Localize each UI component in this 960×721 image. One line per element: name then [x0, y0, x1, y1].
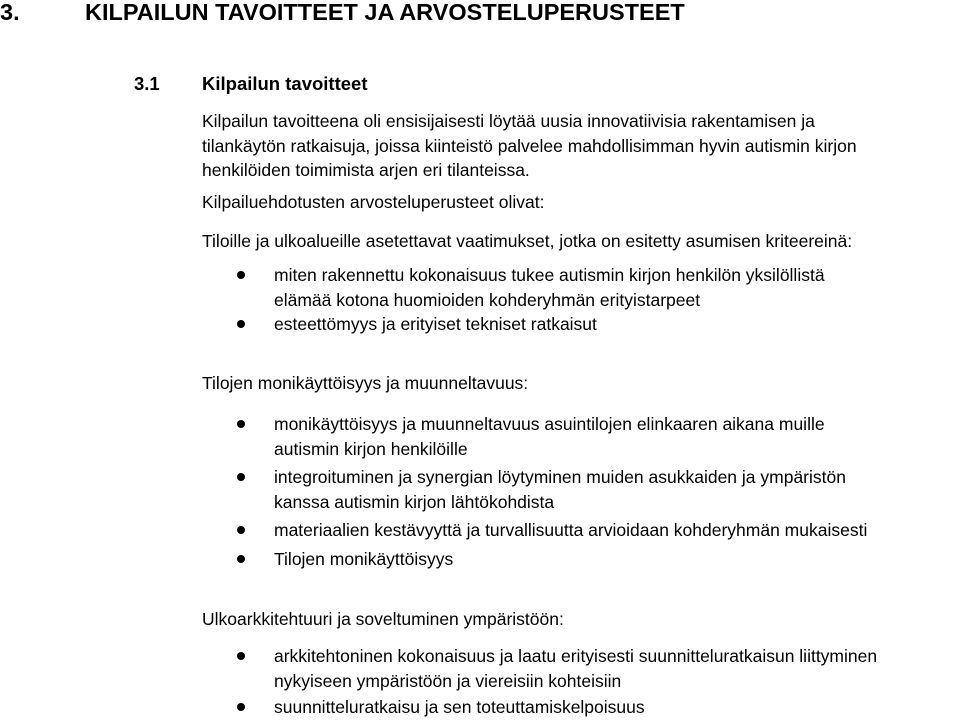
list-item — [202, 518, 958, 543]
list-item-line: esteettömyys ja erityiset tekniset ratkaisut — [274, 314, 597, 334]
criteria-intro — [202, 190, 958, 215]
list-item-line: Tilojen monikäyttöisyys — [274, 548, 454, 569]
section2-title — [202, 371, 958, 396]
list-item-line: kanssa autismin kirjon lähtökohdista — [274, 491, 555, 512]
list-item — [202, 695, 958, 720]
list-item — [202, 312, 958, 337]
criteria-intro-text: Kilpailuehdotusten arvosteluperusteet olivat: — [202, 192, 545, 212]
list-item-line: elämää kotona huomioiden kohderyhmän erityistarpeet — [274, 289, 701, 310]
chapter-number: 3. — [0, 0, 20, 25]
section2-title-text: Tilojen monikäyttöisyys ja muunneltavuus: — [202, 373, 529, 393]
list-item-line: monikäyttöisyys ja muunneltavuus asuintilojen elinkaaren aikana muille — [274, 414, 825, 434]
list-item-line: nykyiseen ympäristöön ja viereisiin kohteisiin — [274, 670, 622, 691]
bullet-icon — [237, 555, 245, 563]
list-item-line: materiaalien kestävyyttä ja turvallisuutta arvioidaan kohderyhmän mukaisesti — [274, 520, 868, 540]
list-item — [202, 412, 958, 461]
list-item — [202, 644, 958, 693]
section3-title-text: Ulkoarkkitehtuuri ja soveltuminen ympäristöön: — [202, 609, 564, 629]
bullet-icon — [237, 420, 245, 428]
bullet-icon — [237, 271, 245, 279]
bullet-icon — [237, 473, 245, 481]
section3-title — [202, 607, 958, 632]
section3-list — [202, 644, 958, 720]
intro-line: henkilöiden toimimista arjen eri tilanteissa. — [202, 160, 530, 180]
list-item — [202, 465, 958, 514]
section1-title — [202, 229, 958, 254]
section-title: Kilpailun tavoitteet — [202, 73, 368, 94]
section1-list — [202, 263, 958, 337]
list-item-line: miten rakennettu kokonaisuus tukee autismin kirjon henkilön yksilöllistä — [274, 265, 825, 285]
intro-line: tilankäytön ratkaisuja, joissa kiinteistö palvelee mahdollisimman hyvin autismin kirjon — [202, 135, 857, 156]
list-item-line: autismin kirjon henkilöille — [274, 438, 468, 459]
bullet-icon — [237, 320, 245, 328]
section-number: 3.1 — [134, 73, 160, 94]
list-item-line: suunnitteluratkaisu ja sen toteuttamiskelpoisuus — [274, 697, 645, 717]
list-item-line: arkkitehtoninen kokonaisuus ja laatu erityisesti suunnitteluratkaisun liittyminen — [274, 646, 878, 666]
intro-line: Kilpailun tavoitteena oli ensisijaisesti löytää uusia innovatiivisia rakentamisen ja — [202, 111, 815, 131]
chapter-title: KILPAILUN TAVOITTEET JA ARVOSTELUPERUSTEET — [85, 0, 685, 25]
intro-paragraph — [202, 109, 958, 183]
bullet-icon — [237, 526, 245, 534]
section2-list — [202, 412, 958, 571]
bullet-icon — [237, 652, 245, 660]
list-item-line: integroituminen ja synergian löytyminen muiden asukkaiden ja ympäristön — [274, 467, 846, 487]
section1-title-text: Tiloille ja ulkoalueille asetettavat vaatimukset, jotka on esitetty asumisen kriteereinä: — [202, 231, 853, 251]
bullet-icon — [237, 703, 245, 711]
list-item — [202, 547, 958, 572]
list-item — [202, 263, 958, 312]
